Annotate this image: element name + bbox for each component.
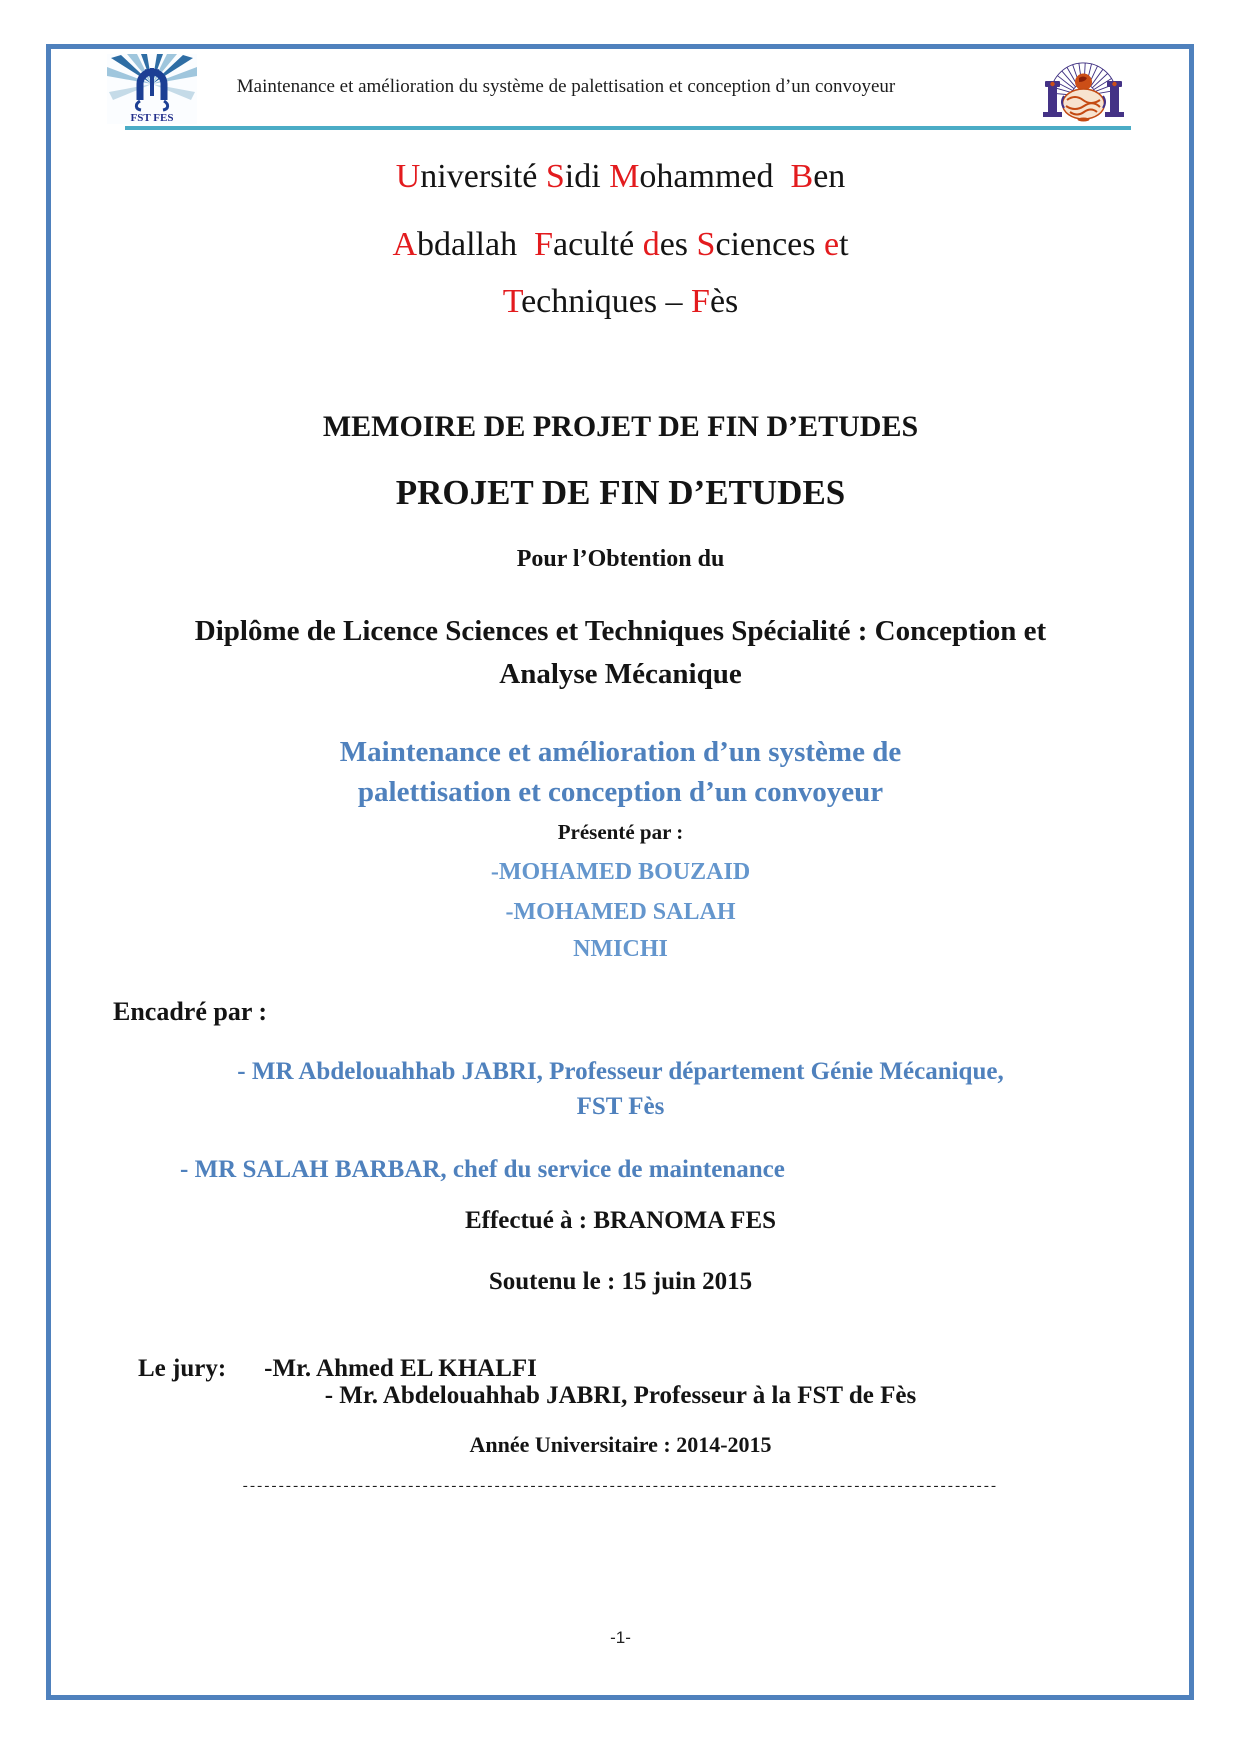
red-initial: S [545, 158, 565, 195]
university-name-line-3 [0, 283, 1241, 321]
red-initial: d [642, 226, 660, 263]
text-segment: aculté [553, 226, 643, 263]
jury-member-1: -Mr. Ahmed EL KHALFI [264, 1355, 537, 1382]
text-segment: es [659, 226, 697, 263]
subject-title-line-1: Maintenance et amélioration d’un système de [339, 736, 902, 768]
dashed-separator: --------------------------------------------------------------------------------------------------------- [242, 1478, 999, 1494]
text-segment: t [839, 226, 849, 263]
red-initial: F [534, 226, 554, 263]
diplome-line-1: Diplôme de Licence Sciences et Techniques Spécialité : Conception et [194, 615, 1047, 647]
student-name-3: NMICHI [573, 936, 668, 962]
presented-by-label: Présenté par : [557, 820, 684, 844]
text-segment: ohammed [639, 158, 791, 195]
supervised-by-label: Encadré par : [113, 997, 268, 1026]
red-initial: B [790, 158, 814, 195]
svg-text:FST FES: FST FES [130, 112, 174, 124]
jury-member-2: - Mr. Abdelouahhab JABRI, Professeur à la FST de Fès [324, 1382, 917, 1409]
defense-date-line: Soutenu le : 15 juin 2015 [488, 1268, 753, 1295]
text-segment: ciences [715, 226, 824, 263]
fst-fes-logo-icon [107, 54, 197, 124]
university-name-line-1 [0, 158, 1241, 196]
red-initial: M [609, 158, 640, 195]
text-segment: bdallah [417, 226, 535, 263]
red-initial: A [392, 226, 418, 263]
student-name-1: -MOHAMED BOUZAID [490, 859, 751, 885]
red-initial: S [696, 226, 716, 263]
supervisor-line-1: - MR Abdelouahhab JABRI, Professeur département Génie Mécanique, [237, 1058, 1004, 1085]
venue-line: Effectué à : BRANOMA FES [464, 1207, 777, 1234]
red-initial: F [691, 283, 710, 320]
usmba-logo-icon [1036, 56, 1131, 126]
supervisor-line-2: FST Fès [576, 1093, 665, 1120]
university-name-line-2 [0, 226, 1241, 264]
red-initial: e [823, 226, 840, 263]
red-initial: U [395, 158, 421, 195]
subject-title-line-2: palettisation et conception d’un convoyeur [357, 776, 884, 808]
student-name-2: -MOHAMED SALAH [505, 899, 736, 925]
diplome-line-2: Analyse Mécanique [499, 658, 742, 690]
memoire-title: MEMOIRE DE PROJET DE FIN D’ETUDES [322, 410, 919, 443]
academic-year: Année Universitaire : 2014-2015 [469, 1432, 772, 1457]
header-rule [125, 126, 1131, 130]
text-segment: niversité [420, 158, 546, 195]
obtention-subtitle: Pour l’Obtention du [516, 546, 725, 572]
page-number: -1- [610, 1628, 631, 1647]
pfe-title: PROJET DE FIN D’ETUDES [395, 473, 846, 512]
text-segment: echniques – [521, 283, 692, 320]
text-segment: ès [709, 283, 739, 320]
jury-label: Le jury: [138, 1355, 227, 1382]
text-segment: idi [564, 158, 610, 195]
supervisor-line-3: - MR SALAH BARBAR, chef du service de maintenance [180, 1156, 785, 1183]
header-running-title: Maintenance et amélioration du système de palettisation et conception d’un convoyeur [236, 76, 896, 97]
text-segment: en [813, 158, 846, 195]
red-initial: T [502, 283, 522, 320]
